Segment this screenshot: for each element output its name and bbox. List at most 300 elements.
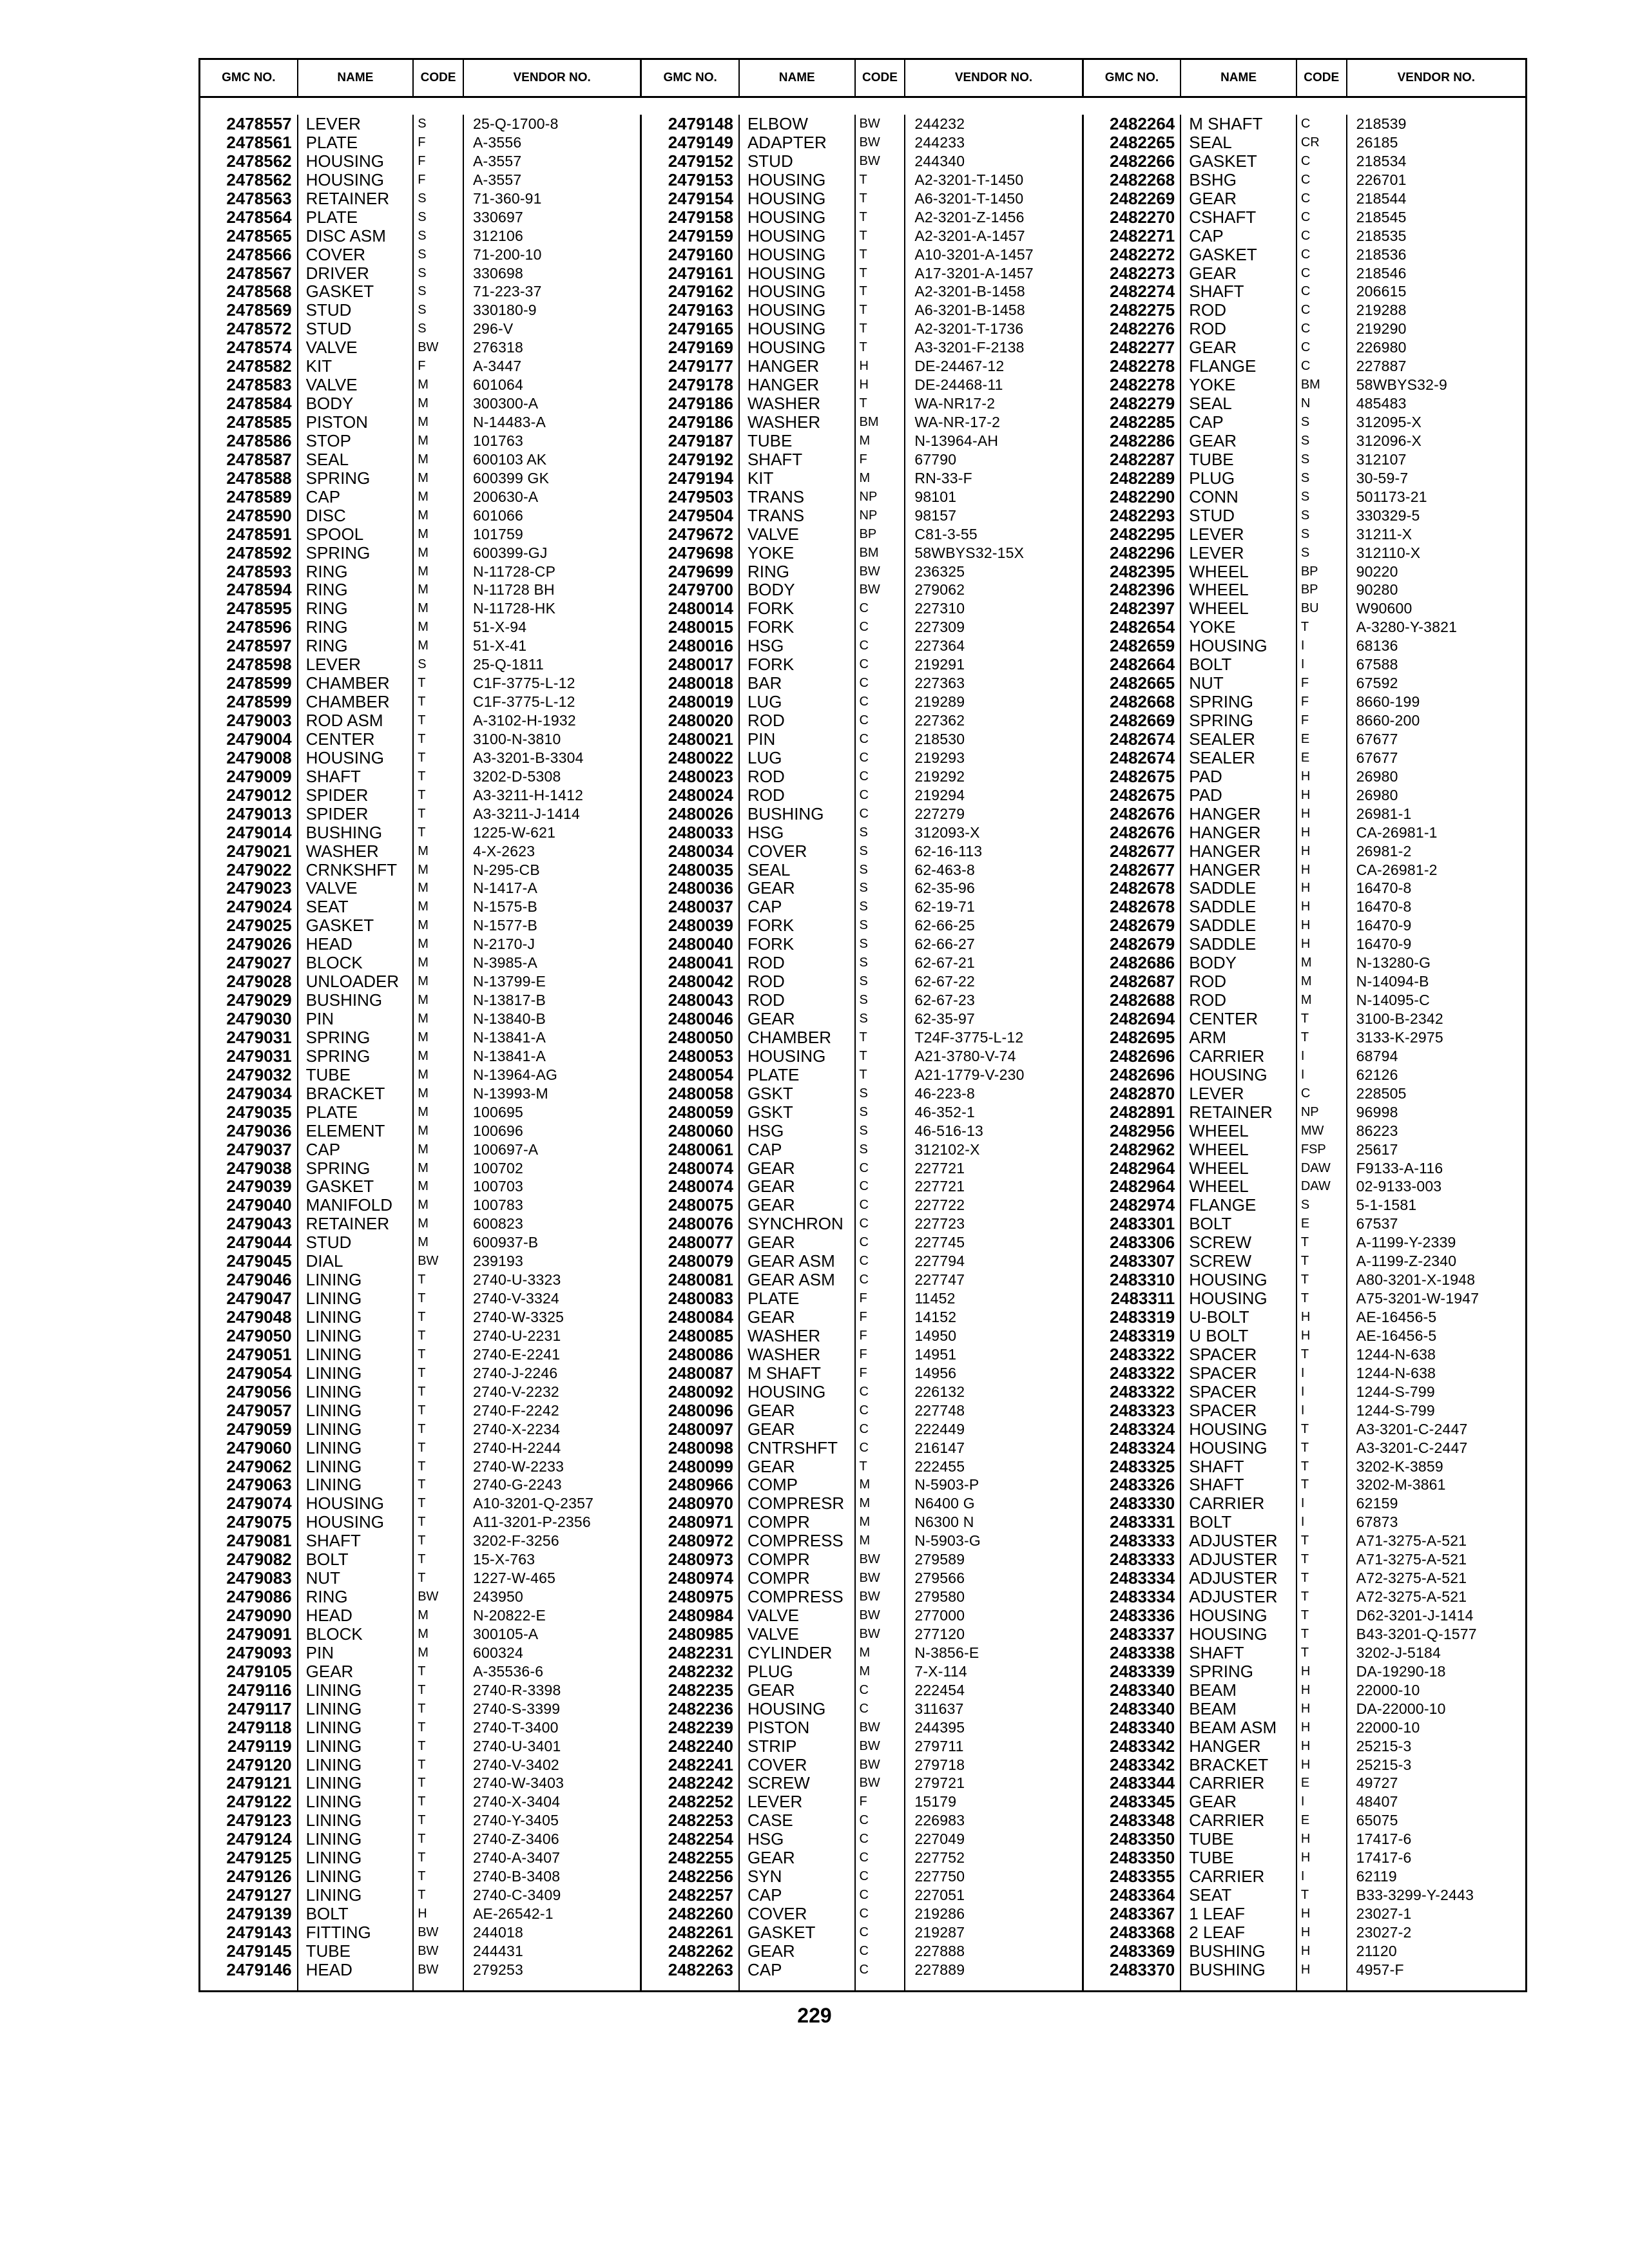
table-cell: 25617: [1356, 1140, 1398, 1158]
table-cell: M: [418, 620, 429, 635]
table-cell: GEAR: [747, 1419, 795, 1439]
table-cell: 100783: [473, 1196, 523, 1214]
table-cell: 2480035: [668, 860, 733, 879]
table-cell: 2482275: [1110, 301, 1175, 320]
table-cell: M: [418, 1179, 429, 1194]
table-cell: M: [418, 1645, 429, 1660]
table-cell: LINING: [305, 1811, 362, 1831]
table-cell: 2482278: [1110, 376, 1175, 395]
table-cell: 2482677: [1110, 841, 1175, 861]
table-cell: BP: [1300, 582, 1318, 597]
table-cell: 2482679: [1110, 916, 1175, 936]
table-cell: SPIDER: [305, 804, 369, 823]
table-cell: T: [1300, 1347, 1309, 1361]
table-cell: A-3557: [473, 152, 522, 169]
table-cell: 2479161: [668, 264, 733, 283]
table-cell: CAP: [305, 487, 341, 506]
table-cell: LINING: [305, 1830, 362, 1849]
table-cell: B43-3201-Q-1577: [1356, 1625, 1477, 1642]
table-cell: SEAL: [1189, 394, 1232, 413]
table-cell: 71-200-10: [473, 245, 542, 263]
table-cell: A71-3275-A-521: [1356, 1551, 1467, 1568]
table-cell: 8660-199: [1356, 693, 1420, 711]
table-cell: 2478597: [226, 637, 292, 656]
table-cell: 279711: [914, 1737, 964, 1754]
table-cell: 2479014: [226, 823, 292, 842]
table-cell: 1244-S-799: [1356, 1383, 1435, 1400]
table-cell: 2479024: [226, 898, 292, 917]
table-cell: LINING: [305, 1271, 362, 1290]
table-cell: M: [859, 1496, 871, 1511]
gmc-column: [1084, 115, 1182, 1990]
table-cell: ROD: [1189, 972, 1227, 992]
table-cell: 600937-B: [473, 1234, 539, 1251]
table-cell: N6300 N: [914, 1514, 974, 1531]
table-cell: 2740-X-2234: [473, 1420, 561, 1437]
table-cell: 2740-H-2244: [473, 1439, 561, 1456]
table-cell: N-20822-E: [473, 1607, 546, 1624]
table-cell: 2480059: [668, 1102, 733, 1122]
table-cell: 2740-B-3408: [473, 1868, 561, 1885]
table-cell: T: [859, 1048, 867, 1063]
table-cell: 2483325: [1110, 1457, 1175, 1476]
table-cell: HANGER: [1189, 860, 1261, 879]
table-cell: 2479048: [226, 1308, 292, 1327]
table-cell: M: [1300, 974, 1312, 989]
table-cell: 2479028: [226, 972, 292, 992]
table-cell: H: [1300, 1720, 1311, 1735]
header-gmc-no: GMC NO.: [642, 60, 740, 96]
table-cell: C: [1300, 172, 1311, 187]
table-cell: 2740-J-2246: [473, 1364, 558, 1381]
table-cell: 25-Q-1811: [473, 656, 545, 673]
table-cell: SHAFT: [1189, 1457, 1244, 1476]
table-cell: HANGER: [1189, 1736, 1261, 1756]
table-cell: N-11728 BH: [473, 581, 555, 599]
table-cell: 2482268: [1110, 170, 1175, 189]
table-cell: COMPR: [747, 1550, 810, 1570]
table-cell: 2479152: [668, 151, 733, 171]
table-cell: HOUSING: [305, 1513, 384, 1532]
table-cell: 227310: [914, 600, 965, 617]
table-cell: 2483322: [1110, 1382, 1175, 1401]
table-cell: 67537: [1356, 1215, 1398, 1233]
table-cell: S: [418, 209, 427, 224]
table-cell: PLATE: [305, 207, 358, 227]
table-cell: HOUSING: [747, 301, 826, 320]
table-cell: 244395: [914, 1718, 965, 1736]
table-cell: SYN: [747, 1867, 782, 1887]
table-cell: A72-3275-A-521: [1356, 1588, 1467, 1606]
table-cell: 2479029: [226, 991, 292, 1010]
table-cell: 2480054: [668, 1065, 733, 1084]
table-cell: 2479165: [668, 320, 733, 339]
table-cell: M: [418, 993, 429, 1008]
table-cell: ELEMENT: [305, 1121, 385, 1140]
table-cell: M: [1300, 956, 1312, 970]
table-cell: FORK: [747, 655, 795, 675]
table-cell: RING: [305, 599, 348, 619]
table-cell: M: [859, 470, 871, 485]
table-cell: 2482274: [1110, 282, 1175, 302]
table-cell: SEAL: [305, 450, 349, 469]
table-cell: 2480076: [668, 1215, 733, 1234]
table-cell: N-5903-G: [914, 1532, 981, 1550]
table-cell: LINING: [305, 1755, 362, 1774]
table-cell: 26980: [1356, 786, 1398, 803]
table-cell: F: [859, 1310, 867, 1324]
table-cell: A72-3275-A-521: [1356, 1570, 1467, 1587]
table-cell: 2479148: [668, 115, 733, 133]
table-cell: 312107: [1356, 450, 1407, 468]
table-cell: 62159: [1356, 1495, 1398, 1512]
table-cell: GEAR: [747, 1401, 795, 1420]
table-cell: 227748: [914, 1401, 965, 1419]
table-cell: F: [859, 1347, 867, 1361]
table-cell: 600399 GK: [473, 469, 550, 486]
table-cell: 16470-8: [1356, 898, 1412, 916]
table-cell: N-295-CB: [473, 861, 540, 878]
table-cell: 2480097: [668, 1419, 733, 1439]
table-cell: F: [1300, 695, 1309, 709]
table-cell: A71-3275-A-521: [1356, 1532, 1467, 1550]
table-cell: GASKET: [1189, 245, 1257, 264]
table-cell: A80-3201-X-1948: [1356, 1271, 1476, 1289]
table-cell: HOUSING: [747, 264, 826, 283]
table-body: [200, 98, 1525, 1990]
table-cell: FORK: [747, 599, 795, 619]
table-cell: 2479021: [226, 841, 292, 861]
table-cell: STUD: [305, 301, 352, 320]
table-cell: A21-3780-V-74: [914, 1047, 1016, 1064]
table-cell: 226983: [914, 1812, 965, 1829]
table-cell: A-3447: [473, 358, 522, 375]
table-cell: 14951: [914, 1345, 957, 1363]
table-cell: C: [859, 1198, 869, 1213]
table-cell: 2480039: [668, 916, 733, 936]
table-cell: C: [859, 1869, 869, 1884]
table-cell: BW: [418, 340, 439, 355]
table-cell: BUSHING: [305, 991, 383, 1010]
table-cell: T: [1300, 1533, 1309, 1548]
table-cell: 67873: [1356, 1514, 1398, 1531]
table-cell: S: [1300, 452, 1310, 466]
table-cell: 2479050: [226, 1326, 292, 1345]
table-cell: NUT: [1189, 674, 1224, 693]
table-cell: 227887: [1356, 358, 1407, 375]
table-cell: C: [859, 657, 869, 672]
table-cell: A-3557: [473, 171, 522, 188]
table-cell: 2482256: [668, 1867, 733, 1887]
table-cell: 2482696: [1110, 1065, 1175, 1084]
table-cell: H: [418, 1907, 427, 1921]
table-cell: 22000-10: [1356, 1718, 1420, 1736]
table-cell: 228505: [1356, 1084, 1407, 1102]
table-cell: S: [418, 322, 427, 336]
table-cell: T: [418, 1310, 426, 1324]
table-cell: CAP: [747, 898, 782, 917]
table-cell: T: [418, 1347, 426, 1361]
table-cell: F9133-A-116: [1356, 1159, 1443, 1177]
table-cell: 276318: [473, 339, 523, 356]
table-cell: ADJUSTER: [1189, 1532, 1278, 1551]
table-cell: BW: [859, 582, 880, 597]
table-cell: H: [1300, 862, 1311, 877]
table-cell: ROD ASM: [305, 711, 383, 730]
table-cell: 219289: [914, 693, 965, 711]
table-cell: S: [1300, 1198, 1310, 1213]
table-cell: H: [859, 378, 869, 392]
table-cell: 2479121: [226, 1774, 292, 1793]
table-cell: GEAR: [747, 1308, 795, 1327]
table-cell: C: [859, 676, 869, 691]
table-cell: 2480016: [668, 637, 733, 656]
table-cell: 17417-6: [1356, 1831, 1412, 1848]
table-cell: C: [1300, 247, 1311, 262]
table-cell: VALVE: [305, 338, 358, 358]
table-cell: C: [1300, 1086, 1311, 1100]
table-cell: M: [418, 1086, 429, 1100]
table-cell: 90280: [1356, 581, 1398, 599]
table-cell: BW: [418, 1943, 439, 1958]
table-cell: 2479031: [226, 1028, 292, 1047]
table-cell: S: [859, 956, 868, 970]
table-cell: 68136: [1356, 637, 1398, 655]
table-cell: BM: [859, 545, 879, 560]
table-cell: TRANS: [747, 487, 805, 506]
table-cell: 2740-V-3324: [473, 1290, 559, 1307]
table-cell: A-35536-6: [473, 1662, 544, 1680]
table-cell: 2740-G-2243: [473, 1476, 562, 1494]
table-cell: 2480971: [668, 1513, 733, 1532]
table-cell: 2479127: [226, 1886, 292, 1905]
table-cell: PISTON: [747, 1718, 810, 1737]
table-cell: 2478564: [226, 207, 292, 227]
table-cell: SADDLE: [1189, 916, 1257, 936]
table-cell: 2483307: [1110, 1252, 1175, 1271]
table-cell: 62-66-25: [914, 917, 975, 934]
table-cell: T: [418, 1365, 426, 1380]
table-cell: SADDLE: [1189, 935, 1257, 954]
table-cell: 2482277: [1110, 338, 1175, 358]
table-cell: 2483339: [1110, 1662, 1175, 1681]
table-cell: F: [859, 1328, 867, 1343]
table-cell: C: [1300, 265, 1311, 280]
table-cell: 2483345: [1110, 1792, 1175, 1812]
table-cell: 62-16-113: [914, 842, 983, 860]
table-cell: C: [1300, 359, 1311, 374]
table-cell: T: [418, 1720, 426, 1735]
table-cell: FSP: [1300, 1142, 1326, 1157]
table-cell: I: [1300, 657, 1305, 672]
table-cell: 2479047: [226, 1289, 292, 1308]
table-cell: SEALER: [1189, 748, 1255, 767]
table-cell: 2740-U-3323: [473, 1271, 561, 1289]
table-cell: T: [859, 1459, 867, 1474]
table-cell: 2482675: [1110, 767, 1175, 786]
table-cell: 222455: [914, 1457, 965, 1475]
table-cell: GEAR: [747, 1177, 795, 1196]
table-cell: 2483340: [1110, 1718, 1175, 1737]
table-cell: 2479057: [226, 1401, 292, 1420]
page-number: 229: [797, 2004, 832, 2027]
table-cell: 279718: [914, 1756, 965, 1773]
table-cell: 2479158: [668, 207, 733, 227]
table-cell: RING: [305, 581, 348, 600]
table-cell: ROD: [1189, 991, 1227, 1010]
table-cell: 68794: [1356, 1047, 1398, 1064]
table-cell: LINING: [305, 1419, 362, 1439]
table-cell: 2478590: [226, 506, 292, 525]
table-cell: 2480075: [668, 1196, 733, 1215]
table-cell: 25215-3: [1356, 1737, 1412, 1754]
table-cell: M: [418, 1123, 429, 1138]
table-cell: 25-Q-1700-8: [473, 115, 559, 132]
table-cell: 2478594: [226, 581, 292, 600]
table-cell: S: [859, 1086, 868, 1100]
table-cell: FORK: [747, 935, 795, 954]
table-cell: HOUSING: [1189, 1606, 1268, 1625]
table-cell: C: [1300, 322, 1311, 336]
table-cell: A75-3201-W-1947: [1356, 1290, 1480, 1307]
table-cell: 2479169: [668, 338, 733, 358]
table-cell: 2482236: [668, 1699, 733, 1718]
table-cell: H: [1300, 806, 1311, 821]
table-cell: C: [859, 1440, 869, 1455]
table-cell: WHEEL: [1189, 581, 1249, 600]
table-cell: 312096-X: [1356, 432, 1422, 449]
table-cell: 23027-1: [1356, 1905, 1412, 1922]
table-cell: 1225-W-621: [473, 823, 556, 841]
table-cell: I: [1300, 1515, 1305, 1530]
table-cell: CR: [1300, 135, 1320, 149]
table-cell: 2479117: [227, 1699, 292, 1718]
table-cell: STUD: [1189, 506, 1235, 525]
table-cell: T: [859, 265, 867, 280]
table-cell: 2480074: [668, 1177, 733, 1196]
table-cell: 2480973: [668, 1550, 733, 1570]
table-cell: 2480972: [668, 1532, 733, 1551]
table-cell: N-2170-J: [473, 936, 535, 953]
code-column: [414, 115, 464, 1990]
table-cell: 67592: [1356, 675, 1398, 692]
table-cell: A2-3201-T-1450: [914, 171, 1024, 188]
table-cell: 2479051: [226, 1345, 292, 1364]
table-cell: M: [418, 843, 429, 858]
table-cell: 2479036: [226, 1121, 292, 1140]
table-cell: 2478582: [226, 357, 292, 376]
table-cell: 2479186: [668, 413, 733, 432]
table-cell: T: [418, 825, 426, 840]
table-cell: BW: [859, 1757, 880, 1772]
table-cell: 2480081: [668, 1271, 733, 1290]
table-cell: BUSHING: [1189, 1941, 1266, 1961]
table-cell: HANGER: [747, 357, 820, 376]
table-cell: 2740-A-3407: [473, 1849, 561, 1867]
table-cell: 2478566: [226, 245, 292, 264]
table-cell: 2483324: [1110, 1438, 1175, 1457]
table-cell: I: [1300, 1067, 1305, 1082]
table-cell: 2480037: [668, 898, 733, 917]
table-cell: C: [859, 713, 869, 727]
table-cell: T: [418, 750, 426, 765]
table-cell: CHAMBER: [747, 1028, 831, 1047]
table-cell: M SHAFT: [747, 1363, 822, 1383]
table-cell: C: [859, 806, 869, 821]
table-cell: T: [418, 1850, 426, 1865]
table-cell: ELBOW: [747, 115, 808, 133]
table-cell: 3100-B-2342: [1356, 1010, 1443, 1027]
table-cell: BW: [418, 1590, 439, 1604]
table-cell: C: [859, 1254, 869, 1269]
table-cell: PAD: [1189, 767, 1222, 786]
table-cell: 218544: [1356, 189, 1407, 207]
table-cell: SPACER: [1189, 1345, 1257, 1364]
table-cell: 222454: [914, 1681, 965, 1698]
table-cell: RETAINER: [305, 189, 390, 208]
table-cell: N-11728-CP: [473, 562, 556, 580]
table-cell: 2740-V-2232: [473, 1383, 559, 1400]
table-cell: M: [418, 582, 429, 597]
table-cell: T: [418, 1794, 426, 1809]
table-cell: S: [859, 974, 868, 989]
table-cell: 23027-2: [1356, 1923, 1412, 1941]
table-cell: 62-66-27: [914, 936, 975, 953]
table-cell: M: [418, 918, 429, 933]
table-cell: T24F-3775-L-12: [914, 1028, 1024, 1046]
table-cell: HOUSING: [747, 338, 826, 358]
table-cell: 2 LEAF: [1189, 1923, 1245, 1942]
table-cell: PLUG: [747, 1662, 793, 1681]
table-cell: 67790: [914, 450, 957, 468]
table-cell: 219286: [914, 1905, 965, 1922]
table-cell: H: [1300, 1738, 1311, 1753]
table-cell: BM: [859, 415, 879, 429]
table-cell: 2740-E-2241: [473, 1345, 561, 1363]
table-cell: AE-26542-1: [473, 1905, 554, 1922]
table-cell: LINING: [305, 1438, 362, 1457]
table-cell: HOUSING: [747, 320, 826, 339]
table-cell: 8660-200: [1356, 712, 1420, 729]
table-cell: N-1575-B: [473, 898, 538, 916]
table-cell: C: [1300, 284, 1311, 299]
table-cell: ROD: [747, 711, 785, 730]
table-cell: LEVER: [1189, 1084, 1244, 1103]
table-cell: 2480017: [668, 655, 733, 675]
table-cell: T: [418, 1571, 426, 1586]
table-cell: 2479194: [668, 468, 733, 488]
table-cell: M: [418, 545, 429, 560]
table-cell: 62-19-71: [914, 898, 975, 916]
table-cell: 2483338: [1110, 1643, 1175, 1662]
table-cell: 100702: [473, 1159, 523, 1177]
table-cell: 2482664: [1110, 655, 1175, 675]
table-cell: C: [859, 750, 869, 765]
table-cell: T: [1300, 1030, 1309, 1044]
table-cell: 2479012: [226, 785, 292, 805]
table-cell: 2482678: [1110, 879, 1175, 898]
table-cell: M: [418, 415, 429, 429]
table-cell: 2480083: [668, 1289, 733, 1308]
table-cell: GEAR: [747, 1158, 795, 1178]
table-cell: M: [418, 899, 429, 914]
table-cell: 219290: [1356, 320, 1407, 338]
table-cell: H: [859, 359, 869, 374]
table-cell: 279062: [914, 581, 965, 599]
table-cell: CAP: [747, 1960, 782, 1979]
table-cell: 2478565: [226, 226, 292, 245]
table-cell: 26981-2: [1356, 842, 1412, 860]
